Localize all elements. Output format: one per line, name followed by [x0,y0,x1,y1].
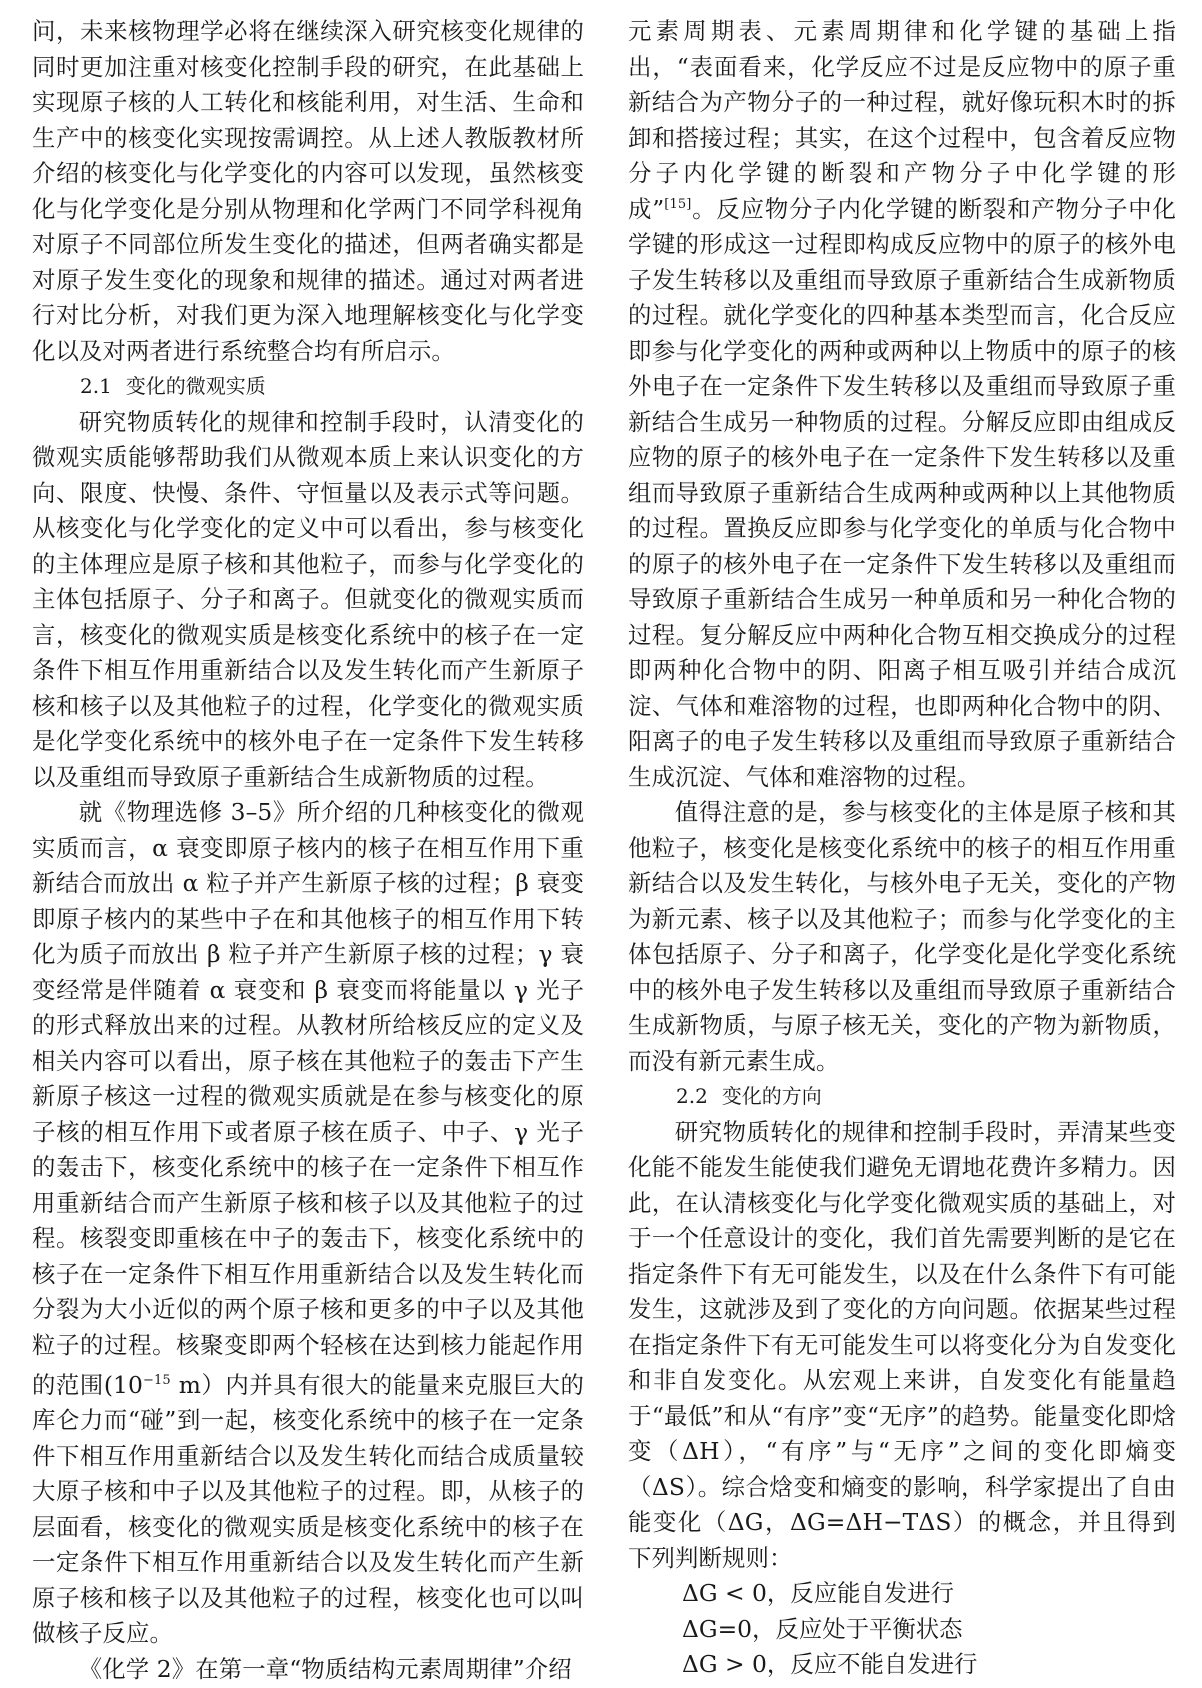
section-number: 2.1 [80,374,112,398]
paragraph: 问，未来核物理学必将在继续深入研究核变化规律的同时更加注重对核变化控制手段的研究，在此基础上实现原子核的人工转化和核能利用，对生活、生命和生产中的核变化实现按需调控。从上述人教版教材所介绍的核变化与化学变化的内容可以发现，虽然核变化与化学变化是分别从物理和化学两门不同学科视角对原子不同部位所发生变化的描述，但两者确实都是对原子发生变化的现象和规律的描述。通过对两者进行对比分析，对我们更为深入地理解核变化与化学变化以及对两者进行系统整合均有所启示。 [32,17,584,365]
paragraph [628,14,1176,795]
paragraph-text: 元素周期表、元素周期律和化学键的基础上指出，“表面看来，化学反应不过是反应物中的原子重新结合为产物分子的一种过程，就好像玩积木时的拆卸和搭接过程；其实，在这个过程中，包含着反应物分子内化学键的断裂和产物分子中化学键的形成” [628,17,1176,223]
paragraph: 《化学 2》在第一章“物质结构元素周期律”介绍 [78,1654,572,1683]
section-heading-2-1 [32,369,584,405]
paragraph-text-cont: m）内并具有很大的能量来克服巨大的库仑力而“碰”到一起，核变化系统中的核子在一定条件下相互作用重新结合以及发生转化而结合成质量较大原子核和中子以及其他粒子的过程。即，从核子的层面看，核变化的微观实质是核变化系统中的核子在一定条件下相互作用重新结合以及发生转化而产生新原子核和核子以及其他粒子的过程，核变化也可以叫做核子反应。 [32,1370,584,1648]
paragraph: 研究物质转化的规律和控制手段时，认清变化的微观实质能够帮助我们从微观本质上来认识变化的方向、限度、快慢、条件、守恒量以及表示式等问题。从核变化与化学变化的定义中可以看出，参与核变化的主体理应是原子核和其他粒子，而参与化学变化的主体包括原子、分子和离子。但就变化的微观实质而言，核变化的微观实质是核变化系统中的核子在一定条件下相互作用重新结合以及发生转化而产生新原子核和核子以及其他粒子的过程，化学变化的微观实质是化学变化系统中的核外电子在一定条件下发生转移以及重组而导致原子重新结合生成新物质的过程。 [32,407,584,791]
paragraph: 值得注意的是，参与核变化的主体是原子核和其他粒子，核变化是核变化系统中的核子的相互作用重新结合以及发生转化，与核外电子无关，变化的产物为新元素、核子以及其他粒子；而参与化学变化的主体包括原子、分子和离子，化学变化是化学变化系统中的核外电子发生转移以及重组而导致原子重新结合生成新物质，与原子核无关，变化的产物为新物质，而没有新元素生成。 [628,798,1176,1075]
paragraph [32,795,584,1652]
left-column [32,14,584,1687]
section-title: 变化的微观实质 [125,374,266,398]
range-prefix: (10 [103,1370,144,1399]
section-heading-2-2 [628,1079,1176,1115]
paragraph: 研究物质转化的规律和控制手段时，弄清某些变化能不能发生能使我们避免无谓地花费许多精力。因此，在认清核变化与化学变化微观实质的基础上，对于一个任意设计的变化，我们首先需要判断的是它在指定条件下有无可能发生，以及在什么条件下有可能发生，这就涉及到了变化的方向问题。依据某些过程在指定条件下有无可能发生可以将变化分为自发变化和非自发变化。从宏观上来讲，自发变化有能量趋于“最低”和从“有序”变“无序”的趋势。能量变化即焓变（ΔH），“有序”与“无序”之间的变化即熵变（ΔS）。综合焓变和熵变的影响，科学家提出了自由能变化（ΔG，ΔG=ΔH−TΔS）的概念，并且得到下列判断规则： [628,1117,1176,1572]
rule-line: ΔG > 0，反应不能自发进行 [682,1650,978,1678]
citation-ref: [15] [664,196,692,212]
section-title: 变化的方向 [721,1084,822,1108]
section-number: 2.2 [676,1084,708,1108]
rule-line: ΔG < 0，反应能自发进行 [682,1579,955,1607]
paragraph-text: 就《物理选修 3–5》所介绍的几种核变化的微观实质而言，α 衰变即原子核内的核子在相互作用下重新结合而放出 α 粒子并产生新原子核的过程；β 衰变即原子核内的某些中子在和其他核子的相互作用下转化为质子而放出 β 粒子并产生新原子核的过程；γ 衰变经常是伴随着 α 衰变和 β 衰变而将能量以 γ 光子的形式释放出来的过程。从教材所给核反应的定义及相关内容可以看出，原子核在其他粒子的轰击下产生新原子核这一过程的微观实质就是在参与核变化的原子核的相互作用下或者原子核在质子、中子、γ 光子的轰击下，核变化系统中的核子在一定条件下相互作用重新结合而产生新原子核和核子以及其他粒子的过程。核裂变即重核在中子的轰击下，核变化系统中的核子在一定条件下相互作用重新结合以及发生转化而分裂为大小近似的两个原子核和更多的中子以及其他粒子的过程。核聚变即两个轻核在达到核力能起作用的范围 [32,798,584,1399]
right-column [628,14,1176,1683]
paragraph-text-cont: 。反应物分子内化学键的断裂和产物分子中化学键的形成这一过程即构成反应物中的原子的核外电子发生转移以及重组而导致原子重新结合生成新物质的过程。就化学变化的四种基本类型而言，化合反应即参与化学变化的两种或两种以上物质中的原子的核外电子在一定条件下发生转移以及重组而导致原子重新结合生成另一种物质的过程。分解反应即由组成反应物的原子的核外电子在一定条件下发生转移以及重组而导致原子重新结合生成两种或两种以上其他物质的过程。置换反应即参与化学变化的单质与化合物中的原子的核外电子在一定条件下发生转移以及重组而导致原子重新结合生成另一种单质和另一种化合物的过程。复分解反应中两种化合物互相交换成分的过程即两种化合物中的阴、阳离子相互吸引并结合成沉淀、气体和难溶物的过程，也即两种化合物中的阴、阳离子的电子发生转移以及重组而导致原子重新结合生成沉淀、气体和难溶物的过程。 [628,194,1176,791]
exponent: −15 [143,1373,171,1388]
rule-line: ΔG=0，反应处于平衡状态 [682,1614,963,1643]
